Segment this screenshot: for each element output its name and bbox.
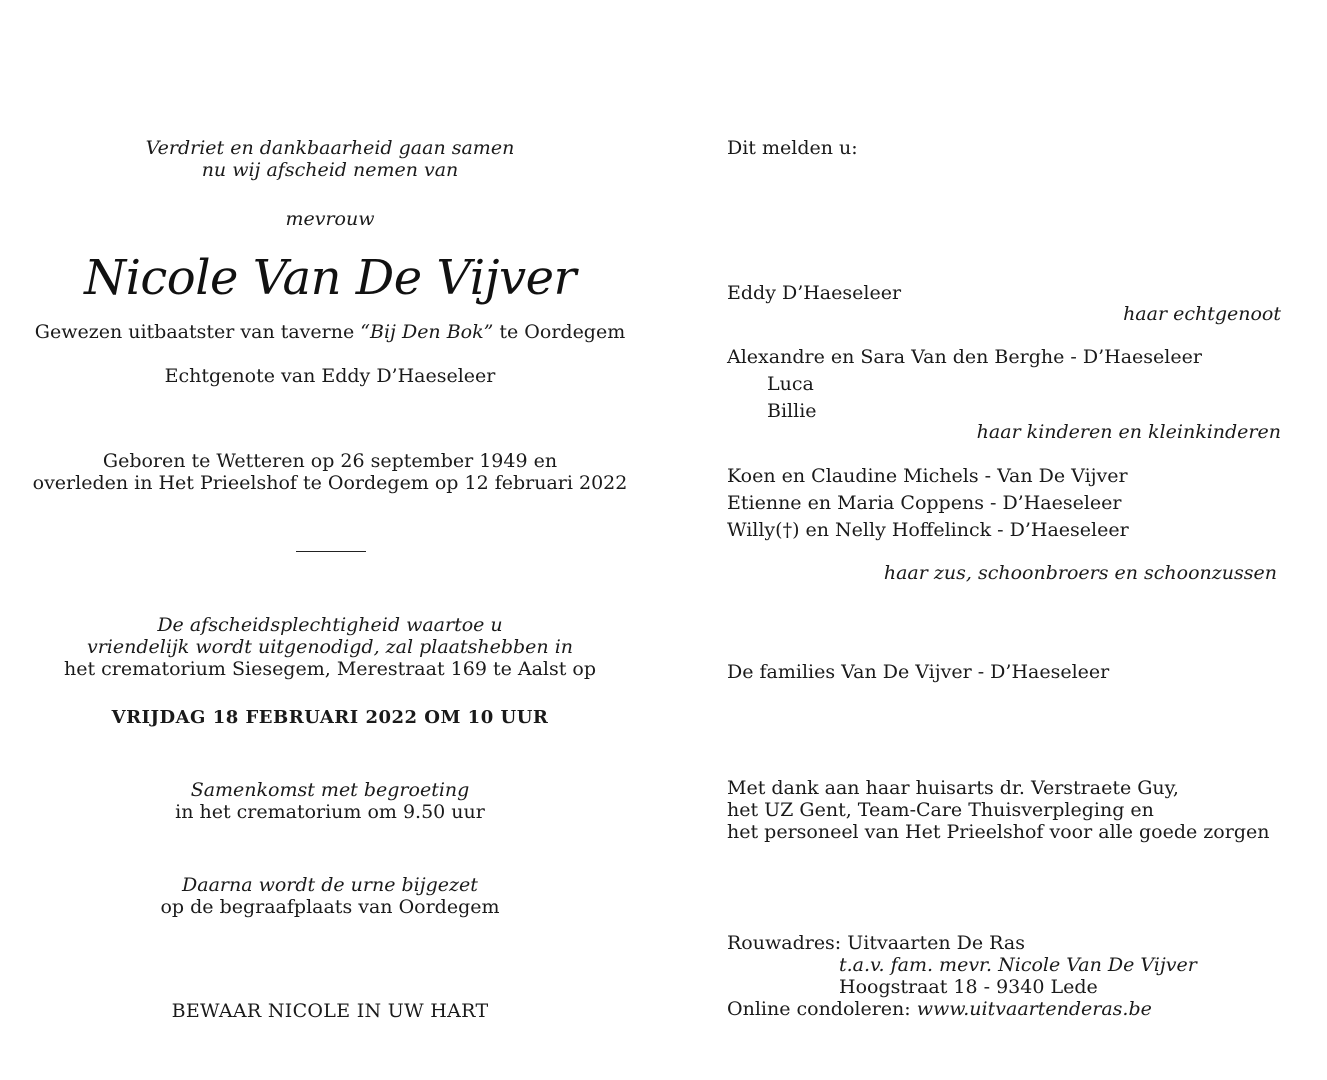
intro-text	[30, 137, 630, 181]
online-label: Online condoleren:	[727, 998, 917, 1020]
intro-line-1: Verdriet en dankbaarheid gaan samen	[145, 137, 515, 159]
deceased-name: Nicole Van De Vijver	[84, 250, 576, 306]
ceremony-line-3: het crematorium Siesegem, Merestraat 169 te Aalst op	[63, 658, 597, 680]
urn-line-2: op de begraafplaats van Oordegem	[160, 896, 500, 918]
siblings-role: haar zus, schoonbroers en schoonzussen	[883, 562, 1277, 584]
sibling-line-2: Etienne en Maria Coppens - D’Haeseleer	[727, 492, 1122, 514]
address-label: Rouwadres: Uitvaarten De Ras	[727, 932, 1025, 954]
intro-line-2: nu wij afscheid nemen van	[201, 159, 459, 181]
online-condolence-line	[727, 998, 1197, 1020]
ceremony-line-1: De afscheidsplechtigheid waartoe u	[157, 614, 503, 636]
thanks-text	[727, 777, 1269, 843]
occupation-line	[30, 321, 630, 343]
honorific: mevrouw	[285, 208, 375, 230]
children-role: haar kinderen en kleinkinderen	[976, 421, 1281, 443]
husband-role: haar echtgenoot	[1123, 303, 1281, 325]
husband-name: Eddy D’Haeseleer	[727, 282, 902, 304]
gathering-line-1: Samenkomst met begroeting	[190, 779, 470, 801]
closing-line: BEWAAR NICOLE IN UW HART	[171, 1000, 489, 1022]
urn-line-1: Daarna wordt de urne bijgezet	[182, 874, 478, 896]
divider-line	[296, 551, 366, 552]
urn-text	[30, 874, 630, 918]
grandchild-luca: Luca	[767, 373, 814, 395]
birth-line-1: Geboren te Wetteren op 26 september 1949 en	[102, 450, 558, 472]
thanks-line-3: het personeel van Het Prieelshof voor alle goede zorgen	[727, 821, 1270, 843]
occupation-venue: Bij Den Bok	[369, 321, 484, 343]
announce-line: Dit melden u:	[727, 137, 858, 159]
children-line: Alexandre en Sara Van den Berghe - D’Haeseleer	[727, 346, 1202, 368]
thanks-line-1: Met dank aan haar huisarts dr. Verstraete Guy,	[727, 777, 1179, 799]
gathering-line-2: in het crematorium om 9.50 uur	[175, 801, 485, 823]
address-line-3: Hoogstraat 18 - 9340 Lede	[839, 976, 1098, 998]
spouse-line: Echtgenote van Eddy D’Haeseleer	[164, 365, 496, 387]
families-line: De families Van De Vijver - D’Haeseleer	[727, 661, 1110, 683]
ceremony-line-2: vriendelijk wordt uitgenodigd, zal plaatshebben in	[86, 636, 574, 658]
grandchild-billie: Billie	[767, 400, 817, 422]
birth-line-2: overleden in Het Prieelshof te Oordegem op 12 februari 2022	[32, 472, 628, 494]
gathering-text	[30, 779, 630, 823]
online-url-link[interactable]: www.uitvaartenderas.be	[916, 998, 1152, 1020]
ceremony-date: VRIJDAG 18 FEBRUARI 2022 OM 10 UUR	[111, 707, 549, 728]
occupation-open-quote: “	[360, 321, 370, 343]
sibling-line-3: Willy(†) en Nelly Hoffelinck - D’Haeseleer	[727, 519, 1129, 541]
address-line-2: t.a.v. fam. mevr. Nicole Van De Vijver	[839, 954, 1197, 976]
sibling-line-1: Koen en Claudine Michels - Van De Vijver	[727, 465, 1128, 487]
birth-death-text	[30, 450, 630, 494]
occupation-suffix: te Oordegem	[493, 321, 626, 343]
occupation-close-quote: ”	[483, 321, 494, 343]
address-block	[727, 932, 1197, 1020]
thanks-line-2: het UZ Gent, Team-Care Thuisverpleging en	[727, 799, 1154, 821]
ceremony-text	[30, 614, 630, 680]
occupation-prefix: Gewezen uitbaatster van taverne	[34, 321, 361, 343]
